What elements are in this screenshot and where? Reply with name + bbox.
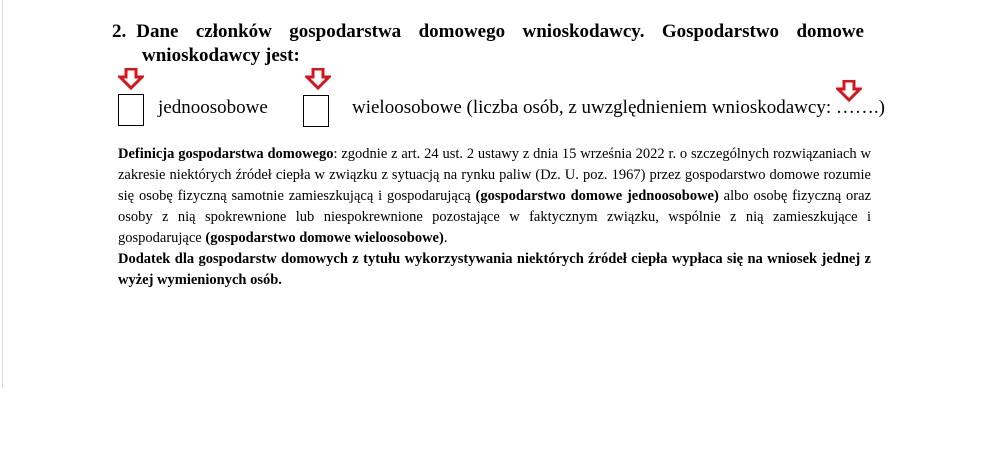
heading-word: domowe xyxy=(796,21,864,42)
arrow-down-icon xyxy=(305,68,331,90)
heading-word: domowego xyxy=(418,21,506,42)
definition-text-3: . xyxy=(443,230,448,246)
definition-text-2: albo osobę fizyczną oraz osoby z nią spokrewnione lub niespokrewnione pozostające w faktycznym związku, wspólnie z nią zamieszkujące i gospodarujące xyxy=(118,188,872,246)
heading-word: wnioskodawcy. xyxy=(522,21,645,42)
label-multi-household: wieloosobowe (liczba osób, z uwzględnieniem wnioskodawcy: …….) xyxy=(352,97,885,118)
label-single-household: jednoosobowe xyxy=(158,97,268,118)
definition-bold-2: (gospodarstwo domowe wieloosobowe) xyxy=(205,230,444,246)
heading-word: gospodarstwa xyxy=(289,21,402,42)
arrow-down-icon xyxy=(118,68,144,90)
note-paragraph: Dodatek dla gospodarstw domowych z tytułu wykorzystywania niektórych źródeł ciepła wypłaca się na wniosek jednej z wyżej wymienionych osób. xyxy=(118,251,871,288)
definition-text-1: : zgodnie z art. 24 ust. 2 ustawy z dnia 15 września 2022 r. o szczególnych rozwiązaniach w zakresie niektórych źródeł ciepła w związku z sytuacją na rynku paliw (Dz. U. poz. 1967) przez gospodarstwo domowe rozumie się osobę fizyczną samotnie zamieszkującą i gospodarującą xyxy=(118,146,871,204)
definition-paragraph xyxy=(118,144,871,249)
section-heading-line2: wnioskodawcy jest: xyxy=(142,45,300,66)
section-number: 2. xyxy=(112,21,127,42)
section-heading xyxy=(112,20,864,68)
definition-block xyxy=(118,144,871,291)
heading-word: członków xyxy=(195,21,272,42)
checkbox-multi-household[interactable] xyxy=(303,95,329,127)
section-heading-line1 xyxy=(112,20,864,44)
page-left-edge xyxy=(2,0,3,388)
heading-word: Gospodarstwo xyxy=(661,21,780,42)
heading-word: Dane xyxy=(136,21,179,42)
definition-term: Definicja gospodarstwa domowego xyxy=(118,146,334,162)
definition-bold-1: (gospodarstwo domowe jednoosobowe) xyxy=(475,188,719,204)
checkbox-single-household[interactable] xyxy=(118,94,144,126)
